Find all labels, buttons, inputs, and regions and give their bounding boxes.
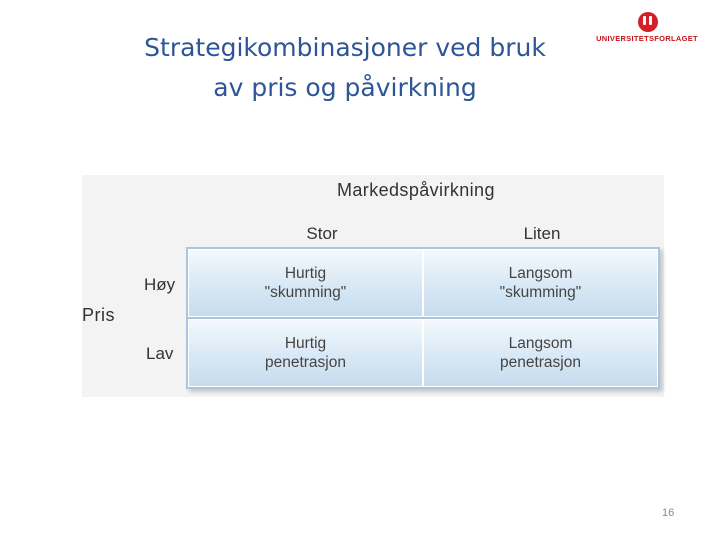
matrix-header: Markedspåvirkning <box>337 180 495 200</box>
publisher-logo-mark-icon <box>638 12 658 32</box>
cell-line-2: penetrasjon <box>264 354 346 371</box>
row-label-lav: Lav <box>146 344 174 363</box>
slide-title-line-2: av pris og påvirkning <box>213 73 477 102</box>
publisher-logo-text: UNIVERSITETSFORLAGET <box>596 34 698 43</box>
row-axis-label: Pris <box>82 305 115 325</box>
cell-line-2: "skumming" <box>264 284 347 301</box>
column-label-stor: Stor <box>306 224 338 243</box>
publisher-logo <box>584 12 710 48</box>
column-label-liten: Liten <box>523 224 561 243</box>
cell-line-1: Hurtig <box>284 265 327 282</box>
page-number: 16 <box>662 507 675 519</box>
cell-line-2: penetrasjon <box>499 354 581 371</box>
strategy-matrix-figure <box>82 175 664 397</box>
cell-line-1: Langsom <box>508 335 573 352</box>
slide-title <box>110 28 580 108</box>
matrix-cell-hurtig-skumming <box>188 249 423 317</box>
matrix-cell-langsom-penetrasjon <box>423 319 658 387</box>
cell-line-1: Langsom <box>508 265 573 282</box>
matrix-cell-langsom-skumming <box>423 249 658 317</box>
strategy-matrix-grid <box>186 247 660 389</box>
cell-line-2: "skumming" <box>499 284 582 301</box>
cell-line-1: Hurtig <box>284 335 327 352</box>
slide-title-line-1: Strategikombinasjoner ved bruk <box>144 33 546 62</box>
matrix-cell-hurtig-penetrasjon <box>188 319 423 387</box>
row-label-hoy: Høy <box>144 275 176 294</box>
